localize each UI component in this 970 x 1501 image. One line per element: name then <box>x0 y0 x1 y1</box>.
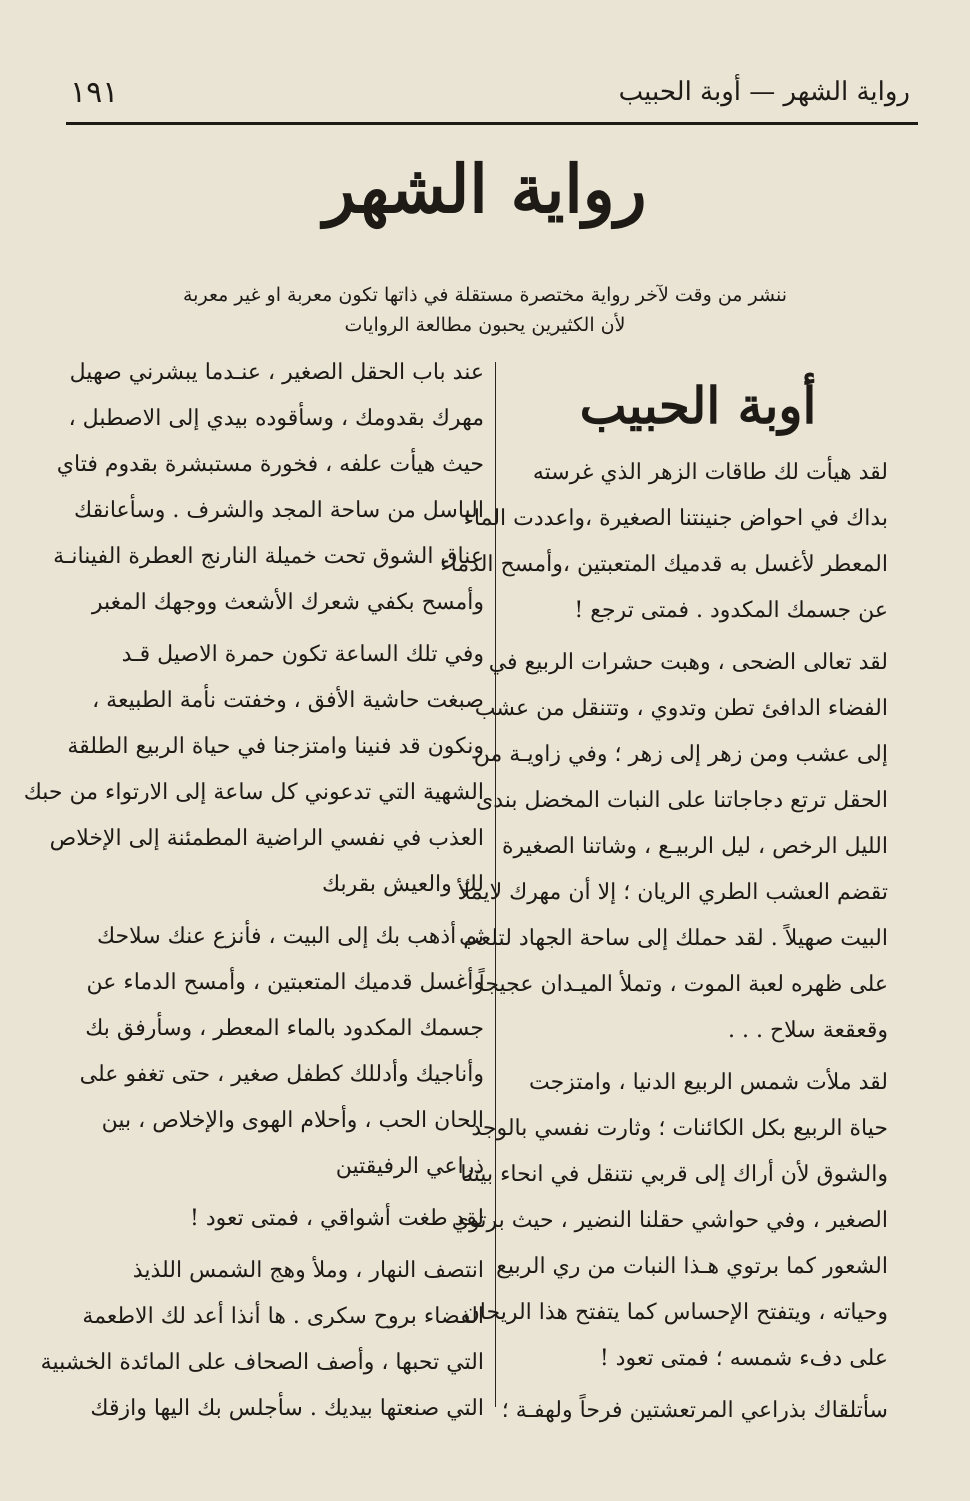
text-line: لقد هيأت لك طاقات الزهر الذي غرسته <box>532 460 888 485</box>
text-line: لقد ملأت شمس الربيع الدنيا ، وامتزجت <box>528 1070 888 1095</box>
text-line: الحقل ترتع دجاجاتنا على النبات المخضل بندى <box>476 788 888 813</box>
text-line: وأناجيك وأدللك كطفل صغير ، حتى تغفو على <box>79 1062 484 1087</box>
text-line: عناق الشوق تحت خميلة النارنج العطرة الفينانـة <box>53 544 484 569</box>
text-line: الحان الحب ، وأحلام الهوى والإخلاص ، بين <box>101 1108 484 1133</box>
paragraph <box>23 632 484 908</box>
text-line: وقعقعة سلاح . . . <box>727 1018 888 1043</box>
intro-line: ننشر من وقت لآخر رواية مختصرة مستقلة في ذاتها تكون معربة او غير معربة <box>183 284 787 306</box>
page-number: ١٩١ <box>70 74 119 110</box>
text-line: إلى عشب ومن زهر إلى زهر ؛ وفي زاويـة من <box>473 742 888 767</box>
text-line: ونكون قد فنينا وامتزجنا في حياة الربيع الطلقة <box>67 734 484 759</box>
text-line: الفضاء الدافئ تطن وتدوي ، وتتنقل من عشب <box>474 696 888 721</box>
text-line: لك والعيش بقربك <box>321 872 484 897</box>
text-line: لقد طغت أشواقي ، فمتى تعود ! <box>190 1206 484 1231</box>
text-line: الفضاء بروح سكرى . ها أنذا أعد لك الاطعمة <box>82 1304 484 1329</box>
text-line: بداك في احواض جنينتنا الصغيرة ،واعددت الماء <box>463 506 888 531</box>
text-line: ذراعي الرفيقتين <box>335 1154 484 1179</box>
text-line: الشعور كما برتوي هـذا النبات من ري الربيع <box>496 1254 888 1279</box>
text-line: وفي تلك الساعة تكون حمرة الاصيل قـد <box>121 642 484 667</box>
text-line: حيث هيأت علفه ، فخورة مستبشرة بقدوم فتاي <box>56 452 484 477</box>
text-line: عن جسمك المكدود . فمتى ترجع ! <box>574 598 888 623</box>
header-rule <box>66 122 918 125</box>
text-line: وأمسح بكفي شعرك الأشعث ووجهك المغبر <box>91 590 484 615</box>
text-line: وأغسل قدميك المتعبتين ، وأمسح الدماء عن <box>86 970 484 995</box>
text-line: حياة الربيع بكل الكائنات ؛ وثارت نفسي بالوجد <box>471 1116 888 1141</box>
text-line: العذب في نفسي الراضية المطمئنة إلى الإخلاص <box>49 826 484 851</box>
paragraph <box>457 640 888 1054</box>
paragraph <box>40 1248 484 1432</box>
paragraph <box>501 1388 888 1434</box>
text-line: البيت صهيلاً . لقد حملك إلى ساحة الجهاد لتلعب <box>459 926 888 951</box>
text-line: الصغير ، وفي حواشي حقلنا النضير ، حيث برتوي <box>451 1208 888 1233</box>
section-masthead: رواية الشهر <box>323 150 647 228</box>
text-line: جسمك المكدود بالماء المعطر ، وسأرفق بك <box>85 1016 484 1041</box>
text-line: صبغت حاشية الأفق ، وخفتت نأمة الطبيعة ، <box>92 688 484 713</box>
text-line: الشهية التي تدعوني كل ساعة إلى الارتواء من حبك <box>23 780 484 805</box>
text-line: على دفء شمسه ؛ فمتى تعود ! <box>599 1346 888 1371</box>
text-line: الباسل من ساحة المجد والشرف . وسأعانقك <box>74 498 484 523</box>
text-line: لقد تعالى الضحى ، وهبت حشرات الربيع في <box>488 650 888 675</box>
text-line: المعطر لأغسل به قدميك المتعبتين ،وأمسح الدماء <box>440 552 888 577</box>
text-line: تقضم العشب الطري الريان ؛ إلا أن مهرك لايملأ <box>457 880 888 905</box>
paragraph <box>451 1060 888 1382</box>
text-line: مهرك بقدومك ، وسأقوده بيدي إلى الاصطبل ، <box>68 406 484 431</box>
running-head: رواية الشهر — أوبة الحبيب <box>618 77 910 107</box>
text-line: وحياته ، ويتفتح الإحساس كما يتفتح هذا الريحان <box>463 1300 888 1325</box>
text-line: انتصف النهار ، وملأ وهج الشمس اللذيذ <box>132 1258 484 1283</box>
text-line: على ظهره لعبة الموت ، وتملأ الميـدان عجيجاً <box>478 972 888 997</box>
text-line: التي تحبها ، وأصف الصحاف على المائدة الخشبية <box>40 1350 484 1375</box>
right-column <box>440 370 888 1440</box>
text-line: التي صنعتها بيديك . سأجلس بك اليها وازقك <box>90 1396 484 1421</box>
story-title: أوبة الحبيب <box>579 376 817 435</box>
intro-line: لأن الكثيرين يحبون مطالعة الروايات <box>344 314 626 336</box>
left-column <box>23 350 484 1438</box>
text-line: الليل الرخص ، ليل الربيـع ، وشاتنا الصغيرة <box>502 834 888 859</box>
text-line: ثم أذهب بك إلى البيت ، فأنزع عنك سلاحك <box>96 924 484 949</box>
page-header <box>70 72 910 112</box>
section-intro <box>150 280 820 340</box>
paragraph <box>440 450 888 634</box>
text-line: سأتلقاك بذراعي المرتعشتين فرحاً ولهفـة ؛ <box>501 1398 888 1423</box>
paragraph <box>70 914 484 1190</box>
paragraph <box>70 1196 484 1242</box>
paragraph <box>53 350 484 626</box>
text-line: والشوق لأن أراك إلى قربي نتنقل في انحاء بيتنا <box>460 1162 888 1187</box>
text-line: عند باب الحقل الصغير ، عنـدما يبشرني صهيل <box>69 360 484 385</box>
